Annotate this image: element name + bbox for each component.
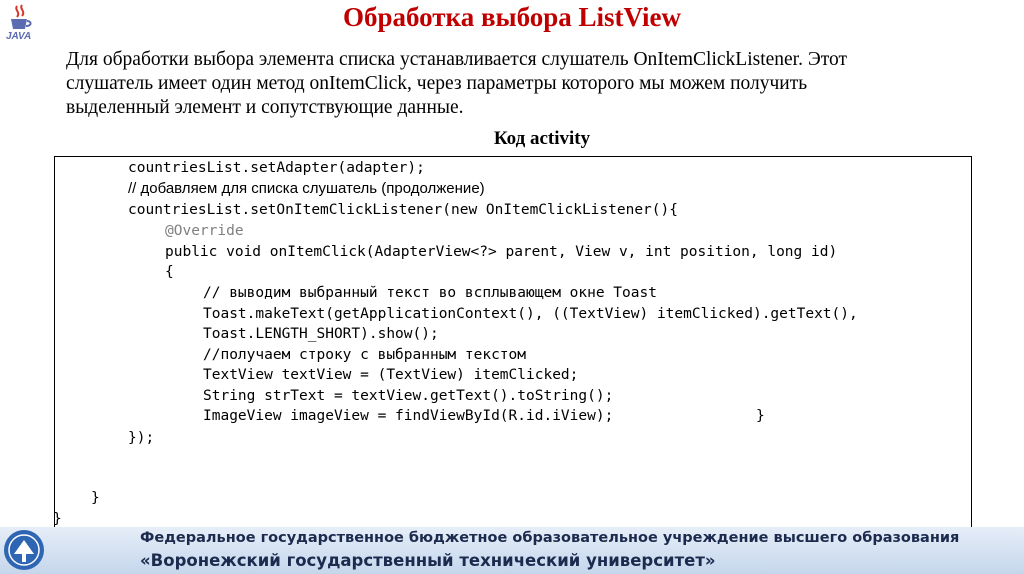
code-line: Toast.LENGTH_SHORT).show(); <box>203 326 439 342</box>
java-logo-text: JAVA <box>6 31 32 42</box>
code-line: Toast.makeText(getApplicationContext(), ((TextView) itemClicked).getText(), <box>203 306 858 322</box>
code-line: countriesList.setOnItemClickListener(new OnItemClickListener(){ <box>128 202 678 218</box>
footer-university-name: «Воронежский государственный технический университет» <box>140 551 716 570</box>
code-line: { <box>165 264 174 280</box>
code-line: }); <box>128 430 155 446</box>
code-closing-brace: } <box>756 408 765 424</box>
code-box <box>54 156 972 528</box>
code-closing-brace: } <box>53 511 62 527</box>
university-emblem-icon <box>2 528 46 572</box>
footer-institution-line: Федеральное государственное бюджетное образовательное учреждение высшего образования <box>140 530 960 546</box>
intro-paragraph <box>66 48 946 120</box>
code-comment-line: // добавляем для списка слушатель (продолжение) <box>128 180 485 197</box>
code-comment-line: // выводим выбранный текст во всплывающем окне Toast <box>203 285 657 301</box>
code-comment-line: //получаем строку с выбранным текстом <box>203 347 527 363</box>
code-line: public void onItemClick(AdapterView<?> parent, View v, int position, long id) <box>165 244 838 260</box>
code-line: ImageView imageView = findViewById(R.id.iView); <box>203 408 614 424</box>
intro-line: выделенный элемент и сопутствующие данные. <box>66 97 464 118</box>
intro-line: слушатель имеет один метод onItemClick, через параметры которого мы можем получить <box>66 73 808 94</box>
code-line: String strText = textView.getText().toString(); <box>203 388 614 404</box>
code-closing-brace: } <box>91 490 100 506</box>
intro-line: Для обработки выбора элемента списка устанавливается слушатель OnItemClickListener. Этот <box>66 49 847 70</box>
code-caption: Код activity <box>493 128 591 149</box>
slide-title: Обработка выбора ListView <box>342 2 682 32</box>
code-line: TextView textView = (TextView) itemClicked; <box>203 367 579 383</box>
code-line: countriesList.setAdapter(adapter); <box>128 160 425 176</box>
code-annotation-line: @Override <box>165 223 244 239</box>
